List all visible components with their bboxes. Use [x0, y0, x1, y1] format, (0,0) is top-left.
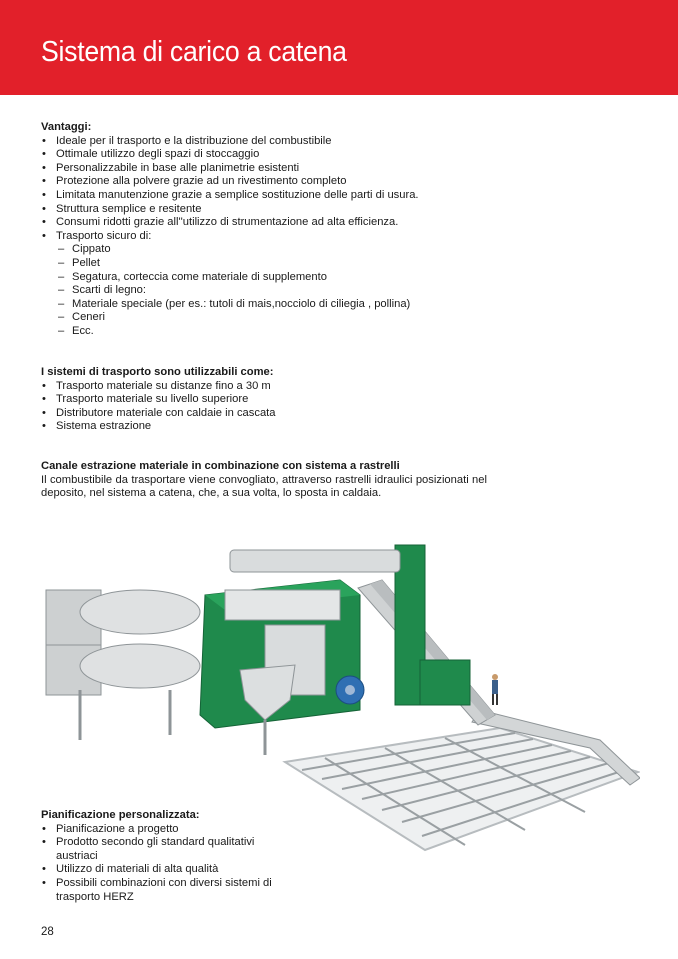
- page-header: [0, 0, 678, 95]
- list-item: • Sistema estrazione: [41, 420, 276, 434]
- sublist-item: – Ecc.: [58, 325, 419, 339]
- sublist-item: – Materiale speciale (per es.: tutoli di mais,nocciolo di ciliegia , pollina): [58, 298, 419, 312]
- sublist-item: – Segatura, corteccia come materiale di supplemento: [58, 271, 419, 285]
- list-item: • Ideale per il trasporto e la distribuzione del combustibile: [41, 135, 419, 149]
- pianificazione-section: [41, 809, 281, 904]
- sistemi-section: [41, 366, 276, 434]
- list-item: • Protezione alla polvere grazie ad un rivestimento completo: [41, 175, 419, 189]
- list-item: • Limitata manutenzione grazie a semplice sostituzione delle parti di usura.: [41, 189, 419, 203]
- sistemi-list: [41, 380, 276, 434]
- sublist-item: – Scarti di legno:: [58, 284, 419, 298]
- sublist-item: – Ceneri: [58, 311, 419, 325]
- canale-section: [41, 460, 487, 501]
- list-item: • Trasporto materiale su livello superiore: [41, 393, 276, 407]
- list-item: • Ottimale utilizzo degli spazi di stoccaggio: [41, 148, 419, 162]
- canale-heading: Canale estrazione materiale in combinazione con sistema a rastrelli: [41, 460, 400, 472]
- list-item: • Consumi ridotti grazie all''utilizzo di strumentazione ad alta efficienza.: [41, 216, 419, 230]
- page-number: 28: [41, 926, 54, 938]
- sublist-item: – Pellet: [58, 257, 419, 271]
- list-item: • Trasporto materiale su distanze fino a 30 m: [41, 380, 276, 394]
- pianificazione-heading: Pianificazione personalizzata:: [41, 809, 200, 821]
- list-item: • Personalizzabile in base alle planimetrie esistenti: [41, 162, 419, 176]
- list-item: • Utilizzo di materiali di alta qualità: [41, 863, 281, 877]
- list-item: • Prodotto secondo gli standard qualitativi austriaci: [41, 836, 281, 863]
- sistemi-heading: I sistemi di trasporto sono utilizzabili come:: [41, 366, 274, 378]
- vantaggi-heading: Vantaggi:: [41, 121, 92, 133]
- list-item: • Distributore materiale con caldaie in cascata: [41, 407, 276, 421]
- vantaggi-list: [41, 135, 419, 244]
- list-item: • Possibili combinazioni con diversi sistemi di trasporto HERZ: [41, 877, 281, 904]
- canale-text: Il combustibile da trasportare viene convogliato, attraverso rastrelli idraulici posizionati nel deposito, nel sistema a catena, che, a sua volta, lo sposta in caldaia.: [41, 473, 487, 500]
- list-item: • Pianificazione a progetto: [41, 823, 281, 837]
- sublist-item: – Cippato: [58, 243, 419, 257]
- trasporto-sublist: [41, 243, 419, 338]
- page-title: Sistema di carico a catena: [41, 36, 347, 68]
- pianificazione-list: [41, 823, 281, 905]
- vantaggi-section: [41, 121, 419, 339]
- list-item: • Trasporto sicuro di:: [41, 230, 419, 244]
- list-item: • Struttura semplice e resitente: [41, 203, 419, 217]
